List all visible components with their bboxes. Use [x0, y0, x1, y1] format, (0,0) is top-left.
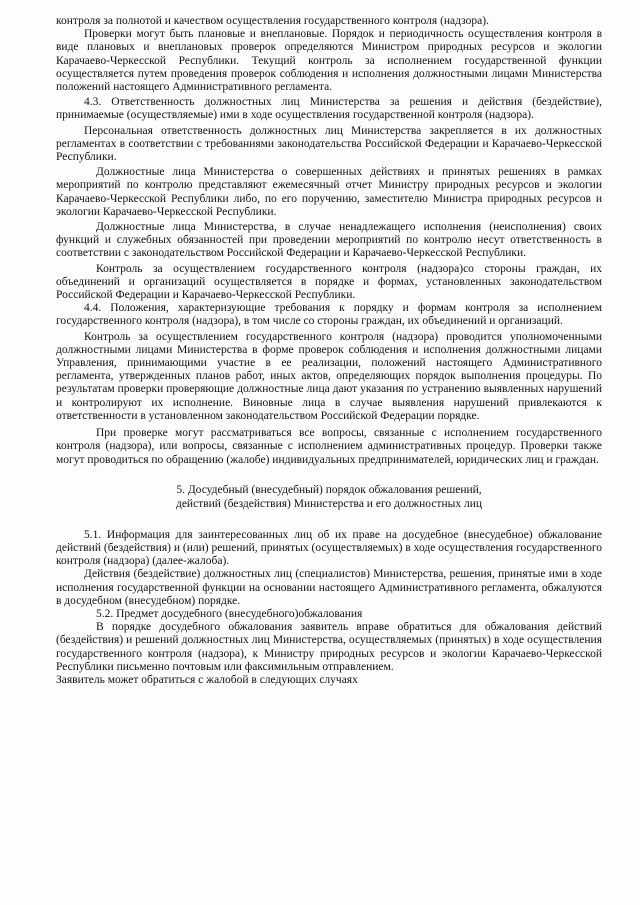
paragraph: Проверки могут быть плановые и внеплановые. Порядок и периодичность осуществления контроля в виде плановых и внеплановых проверок определяются Министром природных ресурсов и экологии Карачаево-Черкесской Республики. Текущий контроль за исполнением государственной функции осуществляется путем проведения проверок соблюдения и исполнения должностными лицами Министерства положений настоящего Административного регламента.: [56, 28, 602, 94]
section-5-heading: [56, 483, 602, 512]
paragraph: Контроль за осуществлением государственного контроля (надзора)со стороны граждан, их объединений и организаций осуществляется в порядке и формах, установленных законодательством Российской Федерации и Карачаево-Черкесской Республики.: [56, 262, 602, 302]
section-5-1-paragraph: 5.1. Информация для заинтересованных лиц об их праве на досудебное (внесудебное) обжалование действий (бездействия) и (или) решений, принятых (осуществляемых) в ходе осуществления государственного контроля (надзора) (далее-жалоба).: [56, 528, 602, 568]
paragraph: Контроль за осуществлением государственного контроля (надзора) проводится уполномоченными должностными лицами Министерства в форме проверок соблюдения и исполнения должностными лицами Управления, принимающими участие в ее реализации, положений настоящего Административного регламента, утвержденных планов работ, иных актов, определяющих порядок выполнения процедуры. По результатам проверки проверяющие должностные лица дают указания по устранению выявленных нарушений и контролируют их исполнение. Виновные лица в случае выявления нарушений привлекаются к ответственности в установленном законодательством Российской Федерации порядке.: [56, 330, 602, 422]
paragraph: Персональная ответственность должностных лиц Министерства закрепляется в их должностных регламентах в соответствии с требованиями законодательства Российской Федерации и Карачаево-Черкесской Республики.: [56, 124, 602, 164]
paragraph: Должностные лица Министерства, в случае ненадлежащего исполнения (неисполнения) своих функций и служебных обязанностей при проведении мероприятий по контролю несут ответственность в соответствии с законодательством Российской Федерации и Карачаево-Черкесской Республики.: [56, 221, 602, 260]
paragraph: Заявитель может обратиться с жалобой в следующих случаях: [56, 673, 358, 686]
paragraph: Должностные лица Министерства о совершенных действиях и принятых решениях в рамках мероприятий по контролю представляют ежемесячный отчет Министру природных ресурсов и экологии Карачаево-Черкесской Республики либо, по его поручению, заместителю Министра природных ресурсов и экологии Карачаево-Черкесской Республики.: [56, 166, 602, 218]
heading-line: 5. Досудебный (внесудебный) порядок обжалования решений,: [176, 483, 482, 496]
section-4-4-paragraph: 4.4. Положения, характеризующие требования к порядку и формам контроля за исполнением государственного контроля (надзора), в том числе со стороны граждан, их объединений и организаций.: [56, 302, 602, 328]
section-4-3-paragraph: 4.3. Ответственность должностных лиц Министерства за решения и действия (бездействие), принимаемые (осуществляемые) ими в ходе осуществления государственной контроля (надзора).: [56, 96, 602, 122]
paragraph: При проверке могут рассматриваться все вопросы, связанные с исполнением государственного контроля (надзора), или вопросы, связанные с исполнением административных процедур. Проверки также могут проводиться по обращению (жалобе) индивидуальных предпринимателей, юридических лиц и граждан.: [56, 427, 602, 466]
paragraph: Действия (бездействие) должностных лиц (специалистов) Министерства, решения, принятые ими в ходе исполнения государственной функции на основании настоящего Административного регламента, обжалуются в досудебном (внесудебном) порядке.: [56, 568, 602, 607]
paragraph: В порядке досудебного обжалования заявитель вправе обратиться для обжалования действий (бездействия) и решений должностных лиц Министерства, осуществляемых (принятых) в ходе осуществления государственного контроля (надзора), к Министру природных ресурсов и экологии Карачаево-Черкесской Республики письменно почтовым или факсимильным отправлением.: [56, 621, 602, 673]
paragraph: контроля за полнотой и качеством осуществления государственного контроля (надзора).: [56, 15, 489, 27]
section-5-2-title: 5.2. Предмет досудебного (внесудебного)обжалования: [96, 607, 363, 620]
heading-line: действий (бездействия) Министерства и его должностных лиц: [175, 498, 483, 511]
